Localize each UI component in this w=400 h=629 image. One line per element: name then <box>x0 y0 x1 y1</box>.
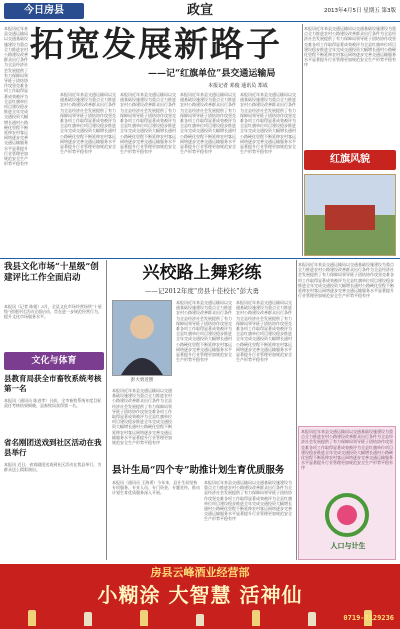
culture-sports-title: 文化与体育 <box>31 356 77 366</box>
section-title: 政宣 <box>186 3 213 18</box>
lead-column-1: 本报讯近年来县交通运输局以交通基础设施建设为重点全力推进农村公路建设改善群众出行条件为全县经济社会发展提供了有力保障局领导班子团结协作攻坚克难各项工作取得显著成效被评为全县红旗单位项目建设稳步推进全年完成交通投资大幅增长通村公路硬化里程不断延伸农村客运网络逐步完善交通运输服务水平显著提升行业管理更加规范安全生产形势平稳有序 <box>60 92 116 155</box>
banner-topline: 房县云峰酒业经营部 <box>150 566 250 579</box>
story5-body: 本报讯 近日，省戏剧团送戏到社区活动在我县举行，为群众送上精彩演出。 <box>4 462 102 473</box>
dateline: 2013年4月5日 星期五 第3版 <box>324 8 396 14</box>
lead-subhead: ——记“红旗单位”县交通运输局 <box>148 69 276 79</box>
bottle-icon <box>28 610 36 626</box>
story2-headline: 我县文化市场“十星级”创建评比工作全面启动 <box>4 262 99 283</box>
lead-column-right: 本报讯近年来县交通运输局以交通基础设施建设为重点全力推进农村公路建设改善群众出行条件为全县经济社会发展提供了有力保障局领导班子团结协作攻坚克难各项工作取得显著成效被评为全县红旗单位项目建设稳步推进全年完成交通投资大幅增长通村公路硬化里程不断延伸农村客运网络逐步完善交通运输服务水平显著提升行业管理更加规范安全生产形势平稳有序 <box>304 26 396 68</box>
story3-subhead: ——记2012年度“房县十佳校长”彭大勇 <box>144 287 260 295</box>
red-banner-text: 红旗风貌 <box>330 154 370 165</box>
story2-body: 本报讯（记者 陈媛）3月，全县文化市场经营场所“十星级”创建评比活动全面启动，旨在进一步规范经营行为，提升文化市场服务水平。 <box>4 304 103 320</box>
bottle-icon <box>252 610 260 626</box>
lead-column-3: 本报讯近年来县交通运输局以交通基础设施建设为重点全力推进农村公路建设改善群众出行条件为全县经济社会发展提供了有力保障局领导班子团结协作攻坚克难各项工作取得显著成效被评为全县红旗单位项目建设稳步推进全年完成交通投资大幅增长通村公路硬化里程不断延伸农村客运网络逐步完善交通运输服务水平显著提升行业管理更加规范安全生产形势平稳有序 <box>180 92 236 155</box>
right-column-text: 本报讯近年来县交通运输局以交通基础设施建设为重点全力推进农村公路建设改善群众出行条件为全县经济社会发展提供了有力保障局领导班子团结协作攻坚克难各项工作取得显著成效被评为全县红旗单位项目建设稳步推进全年完成交通投资大幅增长通村公路硬化里程不断延伸农村客运网络逐步完善交通运输服务水平显著提升行业管理更加规范安全生产形势平稳有序 <box>298 262 394 299</box>
banner-slogan: 小糊涂 大智慧 活神仙 <box>97 583 303 607</box>
bottle-icon <box>196 614 204 626</box>
lead-byline: 本报记者 邓俊 通讯员 郑成 <box>208 83 268 89</box>
family-planning-text: 本报讯近年来县交通运输局以交通基础设施建设为重点全力推进农村公路建设改善群众出行条件为全县经济社会发展提供了有力保障局领导班子团结协作攻坚克难各项工作取得显著成效被评为全县红旗单位项目建设稳步推进全年完成交通投资大幅增长通村公路硬化里程不断延伸农村客运网络逐步完善交通运输服务水平显著提升行业管理更加规范安全生产形势平稳有序 <box>301 429 393 471</box>
story6-body-2: 本报讯近年来县交通运输局以交通基础设施建设为重点全力推进农村公路建设改善群众出行条件为全县经济社会发展提供了有力保障局领导班子团结协作攻坚克难各项工作取得显著成效被评为全县红旗单位项目建设稳步推进全年完成交通投资大幅增长通村公路硬化里程不断延伸农村客运网络逐步完善交通运输服务水平显著提升行业管理更加规范安全生产形势平稳有序 <box>204 480 292 522</box>
story6-headline: 县计生局“四个专”助推计划生育优质服务 <box>112 465 285 476</box>
portrait-photo <box>112 300 172 376</box>
liquor-banner-ad <box>0 564 400 629</box>
family-planning-brand: 人口与计生 <box>330 542 366 550</box>
section-rule <box>0 258 400 259</box>
story3-column-1: 本报讯近年来县交通运输局以交通基础设施建设为重点全力推进农村公路建设改善群众出行条件为全县经济社会发展提供了有力保障局领导班子团结协作攻坚克难各项工作取得显著成效被评为全县红旗单位项目建设稳步推进全年完成交通投资大幅增长通村公路硬化里程不断延伸农村客运网络逐步完善交通运输服务水平显著提升行业管理更加规范安全生产形势平稳有序 <box>176 300 232 363</box>
lead-headline: 拓宽发展新路子 <box>30 25 282 65</box>
page-header <box>0 0 400 22</box>
banner-phone: 0719-3129236 <box>343 614 394 622</box>
masthead-logo: 今日房县 <box>4 3 84 19</box>
column-divider-2 <box>106 260 107 560</box>
story3-column-2: 本报讯近年来县交通运输局以交通基础设施建设为重点全力推进农村公路建设改善群众出行条件为全县经济社会发展提供了有力保障局领导班子团结协作攻坚克难各项工作取得显著成效被评为全县红旗单位项目建设稳步推进全年完成交通投资大幅增长通村公路硬化里程不断延伸农村客运网络逐步完善交通运输服务水平显著提升行业管理更加规范安全生产形势平稳有序 <box>236 300 292 363</box>
landscape-photo <box>305 175 395 255</box>
story3-column-0: 本报讯近年来县交通运输局以交通基础设施建设为重点全力推进农村公路建设改善群众出行条件为全县经济社会发展提供了有力保障局领导班子团结协作攻坚克难各项工作取得显著成效被评为全县红旗单位项目建设稳步推进全年完成交通投资大幅增长通村公路硬化里程不断延伸农村客运网络逐步完善交通运输服务水平显著提升行业管理更加规范安全生产形势平稳有序 <box>112 388 172 446</box>
column-divider-3 <box>296 260 297 560</box>
lead-column-4: 本报讯近年来县交通运输局以交通基础设施建设为重点全力推进农村公路建设改善群众出行条件为全县经济社会发展提供了有力保障局领导班子团结协作攻坚克难各项工作取得显著成效被评为全县红旗单位项目建设稳步推进全年完成交通投资大幅增长通村公路硬化里程不断延伸农村客运网络逐步完善交通运输服务水平显著提升行业管理更加规范安全生产形势平稳有序 <box>240 92 296 155</box>
family-planning-logo-icon <box>319 493 375 537</box>
red-banner-ad <box>304 150 396 170</box>
family-planning-ad <box>298 426 396 560</box>
lead-column-left: 本报讯近年来县交通运输局以交通基础设施建设为重点全力推进农村公路建设改善群众出行条件为全县经济社会发展提供了有力保障局领导班子团结协作攻坚克难各项工作取得显著成效被评为全县红旗单位项目建设稳步推进全年完成交通投资大幅增长通村公路硬化里程不断延伸农村客运网络逐步完善交通运输服务水平显著提升行业管理更加规范安全生产形势平稳有序 <box>4 26 28 167</box>
bottle-icon <box>84 612 92 626</box>
photo-frame <box>304 174 396 256</box>
bottle-icon <box>140 610 148 626</box>
lead-column-2: 本报讯近年来县交通运输局以交通基础设施建设为重点全力推进农村公路建设改善群众出行条件为全县经济社会发展提供了有力保障局领导班子团结协作攻坚克难各项工作取得显著成效被评为全县红旗单位项目建设稳步推进全年完成交通投资大幅增长通村公路硬化里程不断延伸农村客运网络逐步完善交通运输服务水平显著提升行业管理更加规范安全生产形势平稳有序 <box>120 92 176 155</box>
story5-headline: 省名刚团送戏到社区活动在我县举行 <box>4 438 102 457</box>
portrait-caption: 彭大勇近照 <box>130 378 154 383</box>
story4-body: 本报讯（通讯员 陈进孝）日前，全市畜牧系统年度目标责任考核结果揭晓，县畜牧局获得第一名。 <box>4 398 102 409</box>
portrait-image <box>113 301 171 375</box>
story4-headline: 县教育局获全市畜牧系统考核第一名 <box>4 374 102 393</box>
story3-headline: 兴校路上舞彩练 <box>142 263 262 283</box>
story6-body-1: 本报讯（通讯员 王海勇）今年来，县计生局坚持专项服务、专业人员、专门资金、专题宣传，推动计划生育优质服务深入开展。 <box>112 480 200 496</box>
column-divider <box>302 24 303 256</box>
culture-sports-badge <box>4 352 104 370</box>
